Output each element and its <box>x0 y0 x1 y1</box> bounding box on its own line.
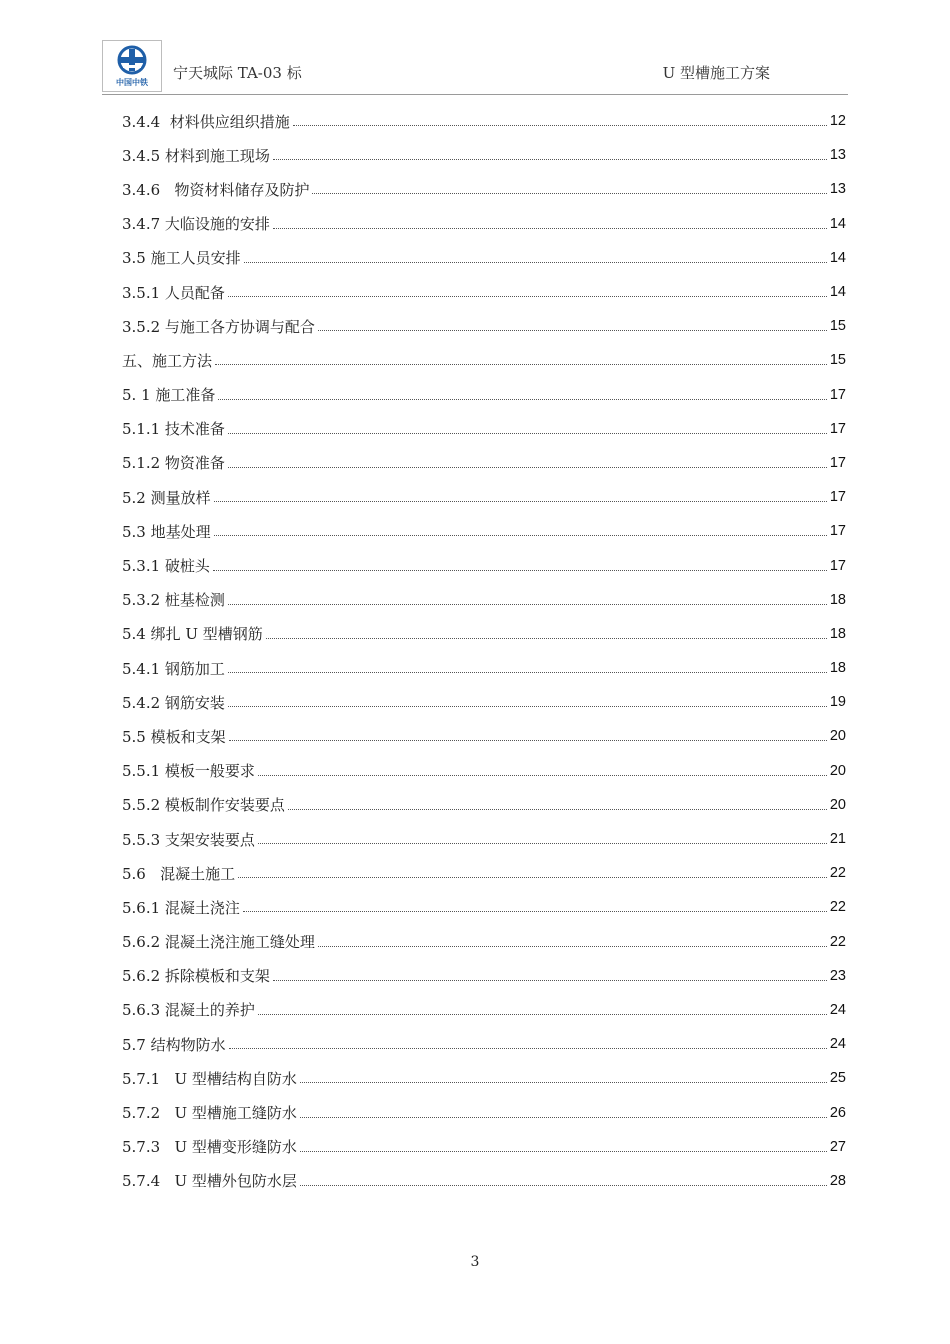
header-document-title: U 型槽施工方案 <box>662 64 770 82</box>
toc-entry[interactable] <box>122 856 846 890</box>
toc-dot-leader <box>288 808 827 810</box>
toc-entry-title: 5. 1 施工准备 <box>122 386 216 405</box>
toc-dot-leader <box>258 774 827 776</box>
toc-entry-title: 5.6 混凝土施工 <box>122 864 236 883</box>
toc-entry-title: 5.3 地基处理 <box>122 522 211 541</box>
logo-text: 中国中铁 <box>116 78 148 87</box>
toc-entry[interactable] <box>122 378 846 412</box>
toc-entry-title: 五、施工方法 <box>122 351 213 370</box>
toc-dot-leader <box>273 158 827 160</box>
toc-entry-title: 5.4.1 钢筋加工 <box>122 659 225 678</box>
toc-entry-page: 13 <box>829 181 846 198</box>
toc-entry-title: 3.5 施工人员安排 <box>122 249 241 268</box>
toc-entry-title: 5.7.4 U 型槽外包防水层 <box>122 1172 297 1191</box>
toc-entry-page: 17 <box>829 557 846 574</box>
toc-dot-leader <box>300 1184 827 1186</box>
toc-entry[interactable] <box>122 959 846 993</box>
toc-entry[interactable] <box>122 309 846 343</box>
toc-entry-title: 5.6.1 混凝土浇注 <box>122 898 240 917</box>
toc-entry-page: 28 <box>829 1172 846 1189</box>
toc-entry-title: 3.4.4 材料供应组织措施 <box>122 112 290 131</box>
toc-dot-leader <box>214 534 827 536</box>
toc-entry-page: 25 <box>829 1070 846 1087</box>
toc-entry[interactable] <box>122 1130 846 1164</box>
toc-entry-page: 23 <box>829 967 846 984</box>
toc-entry-title: 5.5 模板和支架 <box>122 727 226 746</box>
toc-entry[interactable] <box>122 172 846 206</box>
toc-dot-leader <box>244 261 827 263</box>
toc-dot-leader <box>213 569 827 571</box>
toc-entry[interactable] <box>122 719 846 753</box>
toc-dot-leader <box>228 705 827 707</box>
toc-entry-title: 5.6.2 混凝土浇注施工缝处理 <box>122 933 315 952</box>
toc-dot-leader <box>258 1013 827 1015</box>
toc-entry-title: 5.7.3 U 型槽变形缝防水 <box>122 1138 297 1157</box>
toc-entry-page: 24 <box>829 1001 846 1018</box>
toc-entry[interactable] <box>122 241 846 275</box>
toc-dot-leader <box>228 671 827 673</box>
toc-dot-leader <box>293 124 827 126</box>
toc-dot-leader <box>258 842 827 844</box>
toc-entry[interactable] <box>122 788 846 822</box>
toc-entry-title: 3.4.6 物资材料储存及防护 <box>122 180 310 199</box>
toc-dot-leader <box>215 363 827 365</box>
toc-entry-title: 5.3.2 桩基检测 <box>122 591 225 610</box>
toc-entry-page: 22 <box>829 865 846 882</box>
toc-entry-title: 5.5.1 模板一般要求 <box>122 762 255 781</box>
toc-entry-title: 5.1.1 技术准备 <box>122 420 225 439</box>
toc-dot-leader <box>228 432 827 434</box>
page-number: 3 <box>470 1254 480 1270</box>
toc-dot-leader <box>229 739 827 741</box>
toc-entry-page: 24 <box>829 1036 846 1053</box>
page-header <box>102 40 848 95</box>
toc-dot-leader <box>273 227 827 229</box>
toc-entry-page: 14 <box>829 284 846 301</box>
toc-dot-leader <box>312 192 826 194</box>
toc-entry-title: 3.4.7 大临设施的安排 <box>122 215 270 234</box>
toc-entry-page: 15 <box>829 318 846 335</box>
toc-entry[interactable] <box>122 548 846 582</box>
toc-entry-title: 5.6.2 拆除模板和支架 <box>122 967 270 986</box>
toc-entry[interactable] <box>122 822 846 856</box>
toc-entry-title: 5.7.1 U 型槽结构自防水 <box>122 1069 297 1088</box>
toc-entry-title: 5.7 结构物防水 <box>122 1035 226 1054</box>
toc-entry-page: 17 <box>829 454 846 471</box>
toc-dot-leader <box>318 329 827 331</box>
toc-entry-title: 3.5.1 人员配备 <box>122 283 225 302</box>
toc-entry[interactable] <box>122 1164 846 1198</box>
toc-entry[interactable] <box>122 1095 846 1129</box>
toc-entry-page: 22 <box>829 899 846 916</box>
header-project-title: 宁天城际 TA-03 标 <box>173 64 302 82</box>
toc-entry[interactable] <box>122 925 846 959</box>
toc-entry-page: 12 <box>829 113 846 130</box>
toc-entry-page: 13 <box>829 147 846 164</box>
toc-dot-leader <box>238 876 827 878</box>
toc-entry-page: 20 <box>829 796 846 813</box>
toc-entry[interactable] <box>122 207 846 241</box>
toc-dot-leader <box>318 945 827 947</box>
toc-entry[interactable] <box>122 993 846 1027</box>
toc-dot-leader <box>243 910 827 912</box>
toc-entry[interactable] <box>122 651 846 685</box>
toc-entry[interactable] <box>122 1061 846 1095</box>
toc-entry-page: 26 <box>829 1104 846 1121</box>
toc-entry[interactable] <box>122 685 846 719</box>
toc-entry-page: 20 <box>829 728 846 745</box>
toc-entry-page: 18 <box>829 660 846 677</box>
toc-dot-leader <box>228 603 827 605</box>
toc-entry-page: 17 <box>829 386 846 403</box>
toc-dot-leader <box>229 1047 827 1049</box>
toc-entry-page: 22 <box>829 933 846 950</box>
toc-dot-leader <box>300 1150 827 1152</box>
toc-dot-leader <box>300 1116 827 1118</box>
toc-entry-page: 18 <box>829 591 846 608</box>
toc-entry-title: 3.4.5 材料到施工现场 <box>122 146 270 165</box>
toc-entry-page: 17 <box>829 489 846 506</box>
toc-entry[interactable] <box>122 275 846 309</box>
toc-entry-page: 17 <box>829 420 846 437</box>
toc-dot-leader <box>273 979 827 981</box>
toc-entry-title: 5.1.2 物资准备 <box>122 454 225 473</box>
toc-entry-title: 5.6.3 混凝土的养护 <box>122 1001 255 1020</box>
table-of-contents <box>122 104 846 1198</box>
toc-dot-leader <box>228 466 827 468</box>
toc-entry-page: 27 <box>829 1138 846 1155</box>
toc-entry[interactable] <box>122 480 846 514</box>
toc-dot-leader <box>218 398 826 400</box>
toc-entry-title: 5.4.2 钢筋安装 <box>122 693 225 712</box>
toc-entry-title: 5.7.2 U 型槽施工缝防水 <box>122 1104 297 1123</box>
company-logo <box>102 40 162 92</box>
toc-entry[interactable] <box>122 617 846 651</box>
toc-entry-page: 14 <box>829 249 846 266</box>
toc-entry[interactable] <box>122 138 846 172</box>
toc-entry[interactable] <box>122 412 846 446</box>
toc-entry-page: 17 <box>829 523 846 540</box>
toc-entry[interactable] <box>122 514 846 548</box>
toc-entry-page: 19 <box>829 694 846 711</box>
toc-dot-leader <box>214 500 827 502</box>
toc-dot-leader <box>228 295 827 297</box>
toc-entry-page: 21 <box>829 831 846 848</box>
toc-entry[interactable] <box>122 104 846 138</box>
toc-entry-page: 14 <box>829 215 846 232</box>
toc-entry[interactable] <box>122 890 846 924</box>
toc-entry-page: 18 <box>829 625 846 642</box>
toc-entry-page: 20 <box>829 762 846 779</box>
toc-entry[interactable] <box>122 343 846 377</box>
toc-dot-leader <box>300 1081 827 1083</box>
toc-entry-title: 5.2 测量放样 <box>122 488 211 507</box>
toc-entry[interactable] <box>122 583 846 617</box>
toc-entry-title: 3.5.2 与施工各方协调与配合 <box>122 317 315 336</box>
toc-entry[interactable] <box>122 446 846 480</box>
toc-entry[interactable] <box>122 1027 846 1061</box>
toc-entry-title: 5.4 绑扎 U 型槽钢筋 <box>122 625 263 644</box>
toc-entry-title: 5.5.2 模板制作安装要点 <box>122 796 285 815</box>
toc-entry-title: 5.5.3 支架安装要点 <box>122 830 255 849</box>
toc-entry-title: 5.3.1 破桩头 <box>122 557 210 576</box>
toc-dot-leader <box>266 637 827 639</box>
toc-entry-page: 15 <box>829 352 846 369</box>
toc-entry[interactable] <box>122 754 846 788</box>
